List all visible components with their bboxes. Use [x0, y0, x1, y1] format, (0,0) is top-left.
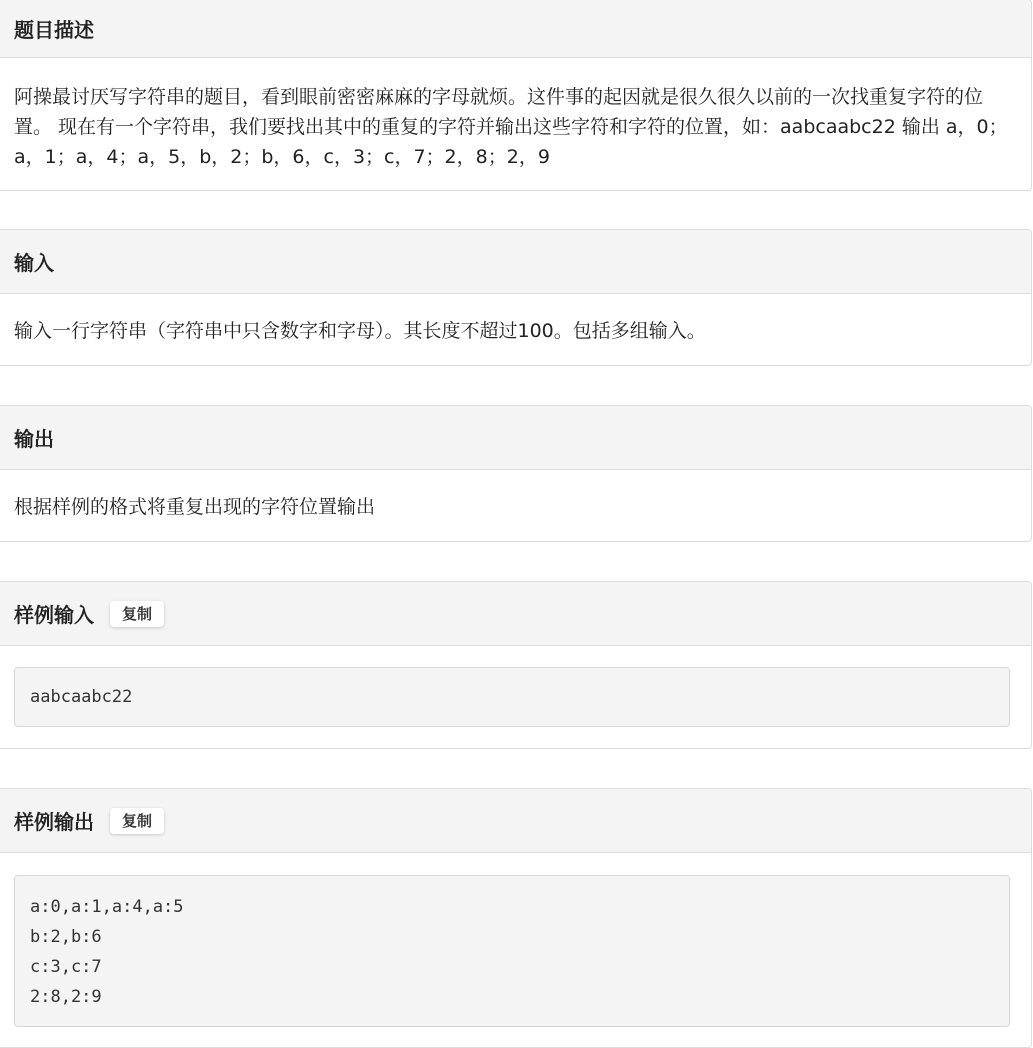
- sample-input-line: aabcaabc22: [30, 687, 133, 707]
- input-text: 输入一行字符串（字符串中只含数字和字母）。其长度不超过100。包括多组输入。: [14, 320, 706, 342]
- sample-input-header: [0, 582, 1031, 646]
- description-body: [0, 58, 1031, 191]
- output-title: 输出: [14, 427, 54, 451]
- output-text: 根据样例的格式将重复出现的字符位置输出: [14, 496, 376, 518]
- description-card: [0, 0, 1032, 191]
- input-title: 输入: [14, 251, 54, 275]
- description-text: 阿操最讨厌写字符串的题目，看到眼前密密麻麻的字母就烦。这件事的起因就是很久很久以前的一次找重复字符的位置。 现在有一个字符串，我们要找出其中的重复的字符并输出这些字符和字符的位置，如：aabcaabc22 输出 a，0；a，1；a，4；a，5，b，2；b，6，c，3；c，7；2，8；2，9: [14, 86, 1008, 168]
- description-header: [0, 0, 1031, 58]
- sample-output-title: 样例输出: [14, 810, 94, 834]
- input-header: [0, 230, 1031, 294]
- input-body: [0, 294, 1031, 366]
- sample-input-copy-button[interactable]: 复制: [110, 601, 164, 627]
- sample-output-line: b:2,b:6: [30, 927, 102, 947]
- sample-output-line: a:0,a:1,a:4,a:5: [30, 897, 184, 917]
- sample-output-copy-button[interactable]: 复制: [110, 808, 164, 834]
- sample-output-header: [0, 789, 1031, 853]
- sample-output-line: 2:8,2:9: [30, 987, 102, 1007]
- output-card: [0, 405, 1032, 542]
- input-card: [0, 229, 1032, 366]
- description-title: 题目描述: [14, 18, 94, 42]
- sample-output-line: c:3,c:7: [30, 957, 102, 977]
- output-body: [0, 470, 1031, 542]
- output-header: [0, 406, 1031, 470]
- sample-output-code: [14, 875, 1010, 1027]
- sample-output-card: [0, 788, 1032, 1048]
- sample-input-title: 样例输入: [14, 603, 94, 627]
- sample-input-card: [0, 581, 1032, 749]
- sample-input-code: [14, 667, 1010, 727]
